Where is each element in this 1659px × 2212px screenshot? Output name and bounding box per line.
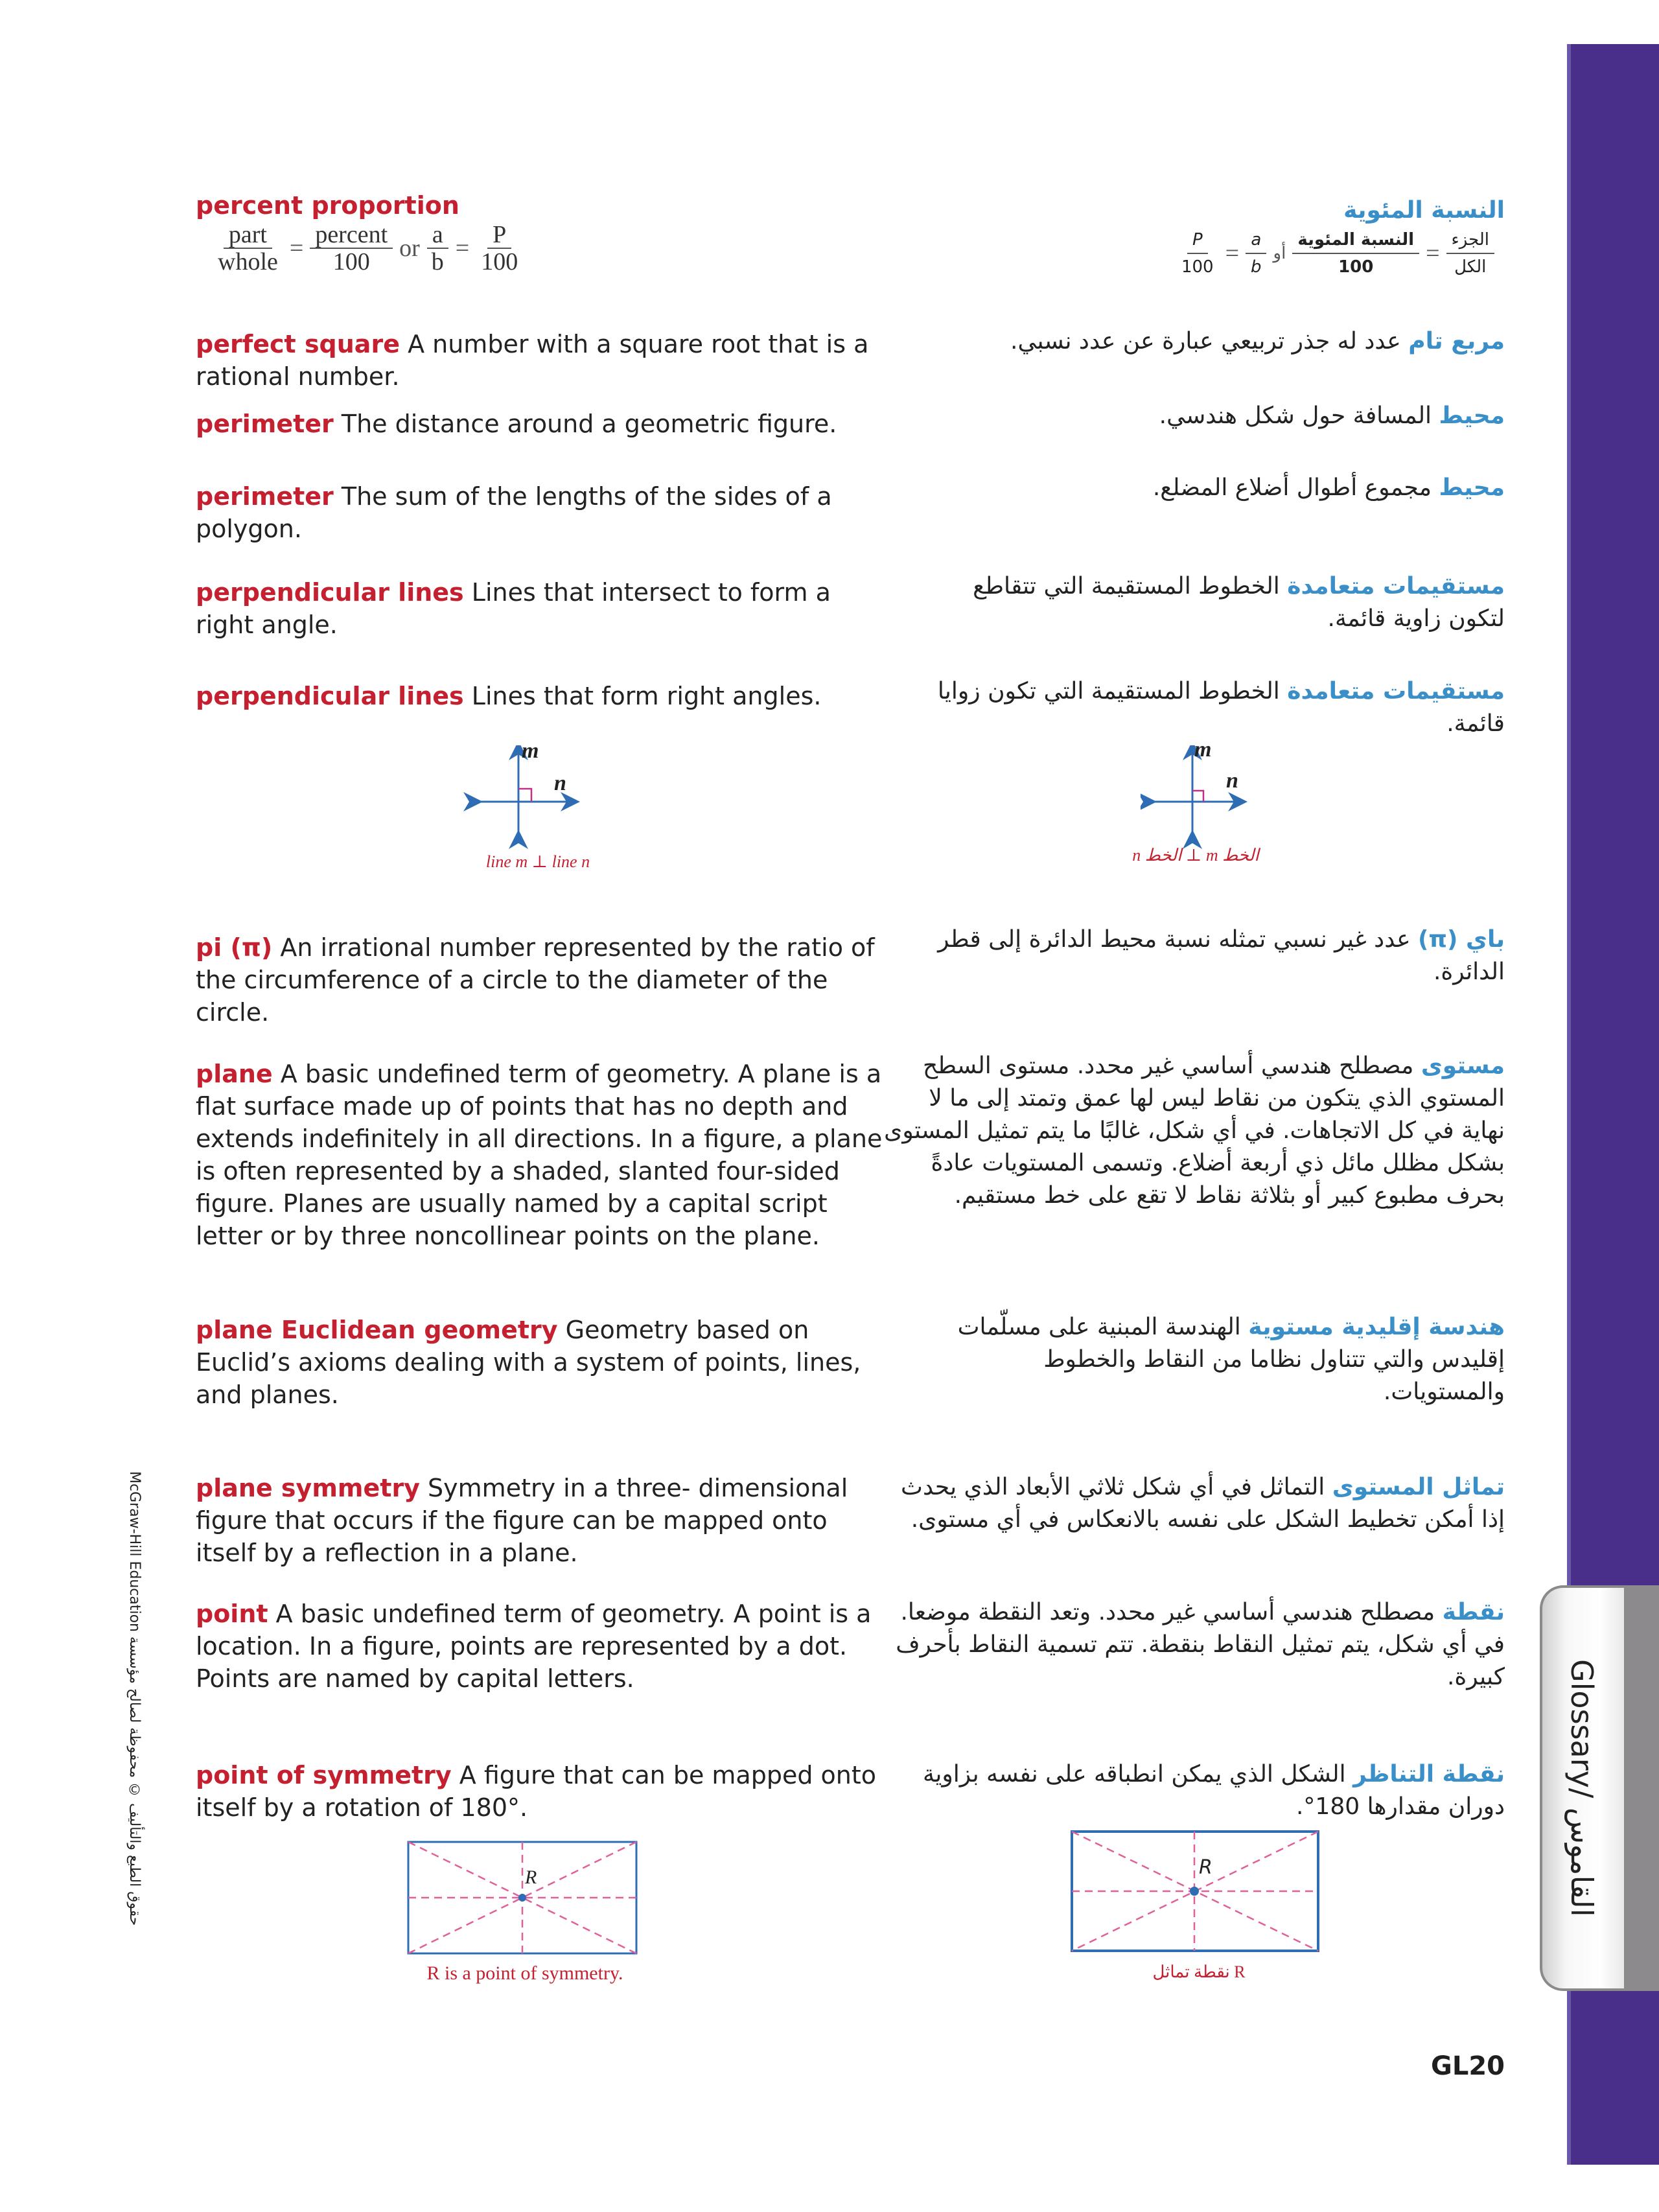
entry-perimeter-2-ar bbox=[844, 472, 1505, 504]
entry-perfect-square-en bbox=[196, 328, 883, 393]
fraction-numerator: part bbox=[224, 222, 272, 249]
entry-plane-euclidean-en bbox=[196, 1314, 883, 1411]
term: تماثل المستوى bbox=[1332, 1474, 1505, 1500]
definition: An irrational number represented by the ratio of the circumference of a circle to the diameter of the circle. bbox=[196, 933, 875, 1027]
fraction-denominator: 100 bbox=[481, 248, 518, 275]
label-r: R bbox=[1199, 1856, 1212, 1879]
label-m: m bbox=[522, 739, 539, 763]
term: plane bbox=[196, 1060, 273, 1088]
term: perfect square bbox=[196, 330, 400, 358]
fraction-numerator: P bbox=[1187, 227, 1208, 254]
term: محيط bbox=[1439, 474, 1505, 501]
entry-point-of-symmetry-en bbox=[196, 1759, 883, 1824]
label-n: n bbox=[1226, 769, 1238, 793]
label-n: n bbox=[554, 771, 566, 795]
entry-plane-symmetry-en bbox=[196, 1472, 883, 1569]
entry-perfect-square-ar bbox=[844, 325, 1505, 358]
fraction-denominator: 100 bbox=[332, 248, 370, 275]
fraction-denominator: whole bbox=[218, 248, 278, 275]
copyright-notice: McGraw-Hill Education حقوق الطبع والتأليف © محفوظة لصالح مؤسسة bbox=[126, 1471, 143, 1926]
fraction-numerator: percent bbox=[310, 222, 393, 249]
or-word: أو bbox=[1273, 244, 1286, 262]
label-m: m bbox=[1194, 738, 1212, 762]
term: plane symmetry bbox=[196, 1474, 420, 1502]
percent-proportion-formula-ar bbox=[844, 227, 1498, 280]
glossary-tab-label: Glossary/ القاموس bbox=[1564, 1659, 1599, 1917]
definition: The sum of the lengths of the sides of a polygon. bbox=[196, 482, 832, 543]
entry-plane-ar bbox=[883, 1050, 1505, 1212]
term: باي (π) bbox=[1418, 926, 1505, 953]
term: point of symmetry bbox=[196, 1761, 452, 1789]
definition: The distance around a geometric figure. bbox=[341, 410, 837, 438]
definition: التماثل في أي شكل ثلاثي الأبعاد الذي يحدث إذا أمكن تخطيط الشكل على نفسه بالانعكاس في أي مستوى. bbox=[901, 1474, 1505, 1533]
entry-perpendicular-1-en bbox=[196, 576, 883, 641]
definition: الخطوط المستقيمة التي تتقاطع لتكون زاوية قائمة. bbox=[973, 573, 1505, 632]
definition: A figure that can be mapped onto itself by a rotation of 180°. bbox=[196, 1761, 877, 1822]
label-r: R bbox=[525, 1867, 537, 1888]
entry-perimeter-1-ar bbox=[844, 400, 1505, 432]
entry-point-ar bbox=[883, 1596, 1505, 1694]
term: مربع تام bbox=[1408, 328, 1505, 355]
entry-perimeter-1-en bbox=[196, 408, 883, 440]
or-word: or bbox=[399, 235, 420, 262]
term: perpendicular lines bbox=[196, 578, 464, 607]
definition: الخطوط المستقيمة التي تكون زوايا قائمة. bbox=[937, 678, 1505, 737]
point-of-symmetry-diagram-en bbox=[407, 1841, 640, 1957]
term: point bbox=[196, 1600, 268, 1628]
entry-percent-proportion-ar bbox=[844, 194, 1505, 280]
entry-perimeter-2-en bbox=[196, 480, 883, 545]
perpendicular-caption-ar: الخط m ⊥ الخط n bbox=[1132, 846, 1259, 865]
equals-sign: = bbox=[455, 235, 470, 262]
fraction-denominator: الكل bbox=[1454, 257, 1487, 277]
definition: A basic undefined term of geometry. A plane is a flat surface made up of points that has no depth and extends indefinitely in all directions. In a figure, a plane is often represented by a shaded, slanted four-sided figure. Planes are usually named by a capital script letter or by three noncollinear points on the plane. bbox=[196, 1060, 883, 1250]
entry-percent-proportion-en bbox=[196, 189, 883, 275]
term: مستقيمات متعامدة bbox=[1287, 573, 1505, 600]
term: percent proportion bbox=[196, 191, 459, 220]
term: perpendicular lines bbox=[196, 682, 464, 710]
definition: الهندسة المبنية على مسلّمات إقليدس والتي تتناول نظاما من النقاط والخطوط والمستويات. bbox=[957, 1314, 1505, 1405]
definition: مصطلح هندسي أساسي غير محدد. مستوى السطح المستوي الذي يتكون من نقاط ليس لها عمق وتمتد إلى ما لا نهاية في كل الاتجاهات. في أي شكل، غالبًا ما يتم تمثيل المستوى بشكل مظلل مائل ذي أربعة أضلاع. وتسمى المستويات عادةً بحرف مطبوع كبير أو بثلاثة نقاط لا تقع على خط مستقيم. bbox=[884, 1053, 1505, 1209]
term: مستقيمات متعامدة bbox=[1287, 678, 1505, 704]
term: النسبة المئوية bbox=[1343, 197, 1505, 224]
point-of-symmetry-diagram-ar bbox=[1071, 1830, 1322, 1953]
term: pi (π) bbox=[196, 933, 273, 962]
term: perimeter bbox=[196, 482, 334, 511]
definition: مصطلح هندسي أساسي غير محدد. وتعد النقطة موضعا. في أي شكل، يتم تمثيل النقاط بنقطة. تتم تسمية النقاط بأحرف كبيرة. bbox=[896, 1599, 1505, 1690]
tab-edge bbox=[1624, 1585, 1659, 1991]
term: perimeter bbox=[196, 410, 334, 438]
symmetry-caption-en: R is a point of symmetry. bbox=[426, 1962, 623, 1984]
equals-sign: = bbox=[1225, 240, 1240, 267]
glossary-side-tab[interactable] bbox=[1540, 1585, 1659, 1991]
definition: Symmetry in a three- dimensional figure that occurs if the figure can be mapped onto itself by a reflection in a plane. bbox=[196, 1474, 848, 1567]
page-number: GL20 bbox=[1431, 2051, 1505, 2081]
definition: A basic undefined term of geometry. A point is a location. In a figure, points are represented by a dot. Points are named by capital letters. bbox=[196, 1600, 872, 1693]
definition: A number with a square root that is a rational number. bbox=[196, 330, 869, 391]
equals-sign: = bbox=[289, 235, 304, 262]
term: محيط bbox=[1439, 402, 1505, 429]
definition: المسافة حول شكل هندسي. bbox=[1159, 402, 1432, 429]
definition: مجموع أطوال أضلاع المضلع. bbox=[1152, 474, 1432, 501]
definition: Geometry based on Euclid’s axioms dealing with a system of points, lines, and planes. bbox=[196, 1316, 861, 1409]
perpendicular-caption-en: line m ⊥ line n bbox=[485, 852, 590, 871]
fraction-numerator: النسبة المئوية bbox=[1292, 227, 1419, 254]
definition: Lines that intersect to form a right angle. bbox=[196, 578, 831, 639]
definition: عدد غير نسبي تمثله نسبة محيط الدائرة إلى قطر الدائرة. bbox=[938, 926, 1505, 985]
entry-perpendicular-1-ar bbox=[934, 570, 1505, 635]
term: نقطة bbox=[1442, 1599, 1505, 1625]
definition: Lines that form right angles. bbox=[471, 682, 822, 710]
fraction-denominator: 100 bbox=[1338, 257, 1374, 277]
entry-plane-euclidean-ar bbox=[922, 1311, 1505, 1408]
entry-pi-ar bbox=[896, 924, 1505, 988]
percent-proportion-formula bbox=[209, 222, 883, 275]
entry-point-of-symmetry-ar bbox=[876, 1758, 1505, 1823]
entry-perpendicular-2-ar bbox=[883, 675, 1505, 740]
fraction-denominator: b bbox=[431, 248, 444, 275]
fraction-denominator: b bbox=[1251, 257, 1262, 277]
entry-perpendicular-2-en bbox=[196, 680, 883, 712]
entry-plane-en bbox=[196, 1058, 883, 1252]
fraction-numerator: P bbox=[487, 222, 511, 249]
fraction-numerator: a bbox=[1246, 227, 1266, 254]
fraction-numerator: الجزء bbox=[1446, 227, 1495, 254]
fraction-denominator: 100 bbox=[1181, 257, 1214, 277]
term: مستوى bbox=[1421, 1053, 1505, 1079]
fraction-numerator: a bbox=[427, 222, 448, 249]
definition: عدد له جذر تربيعي عبارة عن عدد نسبي. bbox=[1010, 328, 1401, 355]
term: هندسة إقليدية مستوية bbox=[1248, 1314, 1505, 1340]
term: نقطة التناظر bbox=[1353, 1761, 1505, 1787]
definition: الشكل الذي يمكن انطباقه على نفسه بزاوية دوران مقدارها 180°. bbox=[923, 1761, 1505, 1820]
entry-pi-en bbox=[196, 931, 883, 1029]
symmetry-caption-ar: R نقطة تماثل bbox=[1152, 1962, 1246, 1981]
entry-point-en bbox=[196, 1598, 883, 1695]
equals-sign: = bbox=[1426, 240, 1440, 267]
entry-plane-symmetry-ar bbox=[883, 1471, 1505, 1536]
term: plane Euclidean geometry bbox=[196, 1316, 558, 1344]
